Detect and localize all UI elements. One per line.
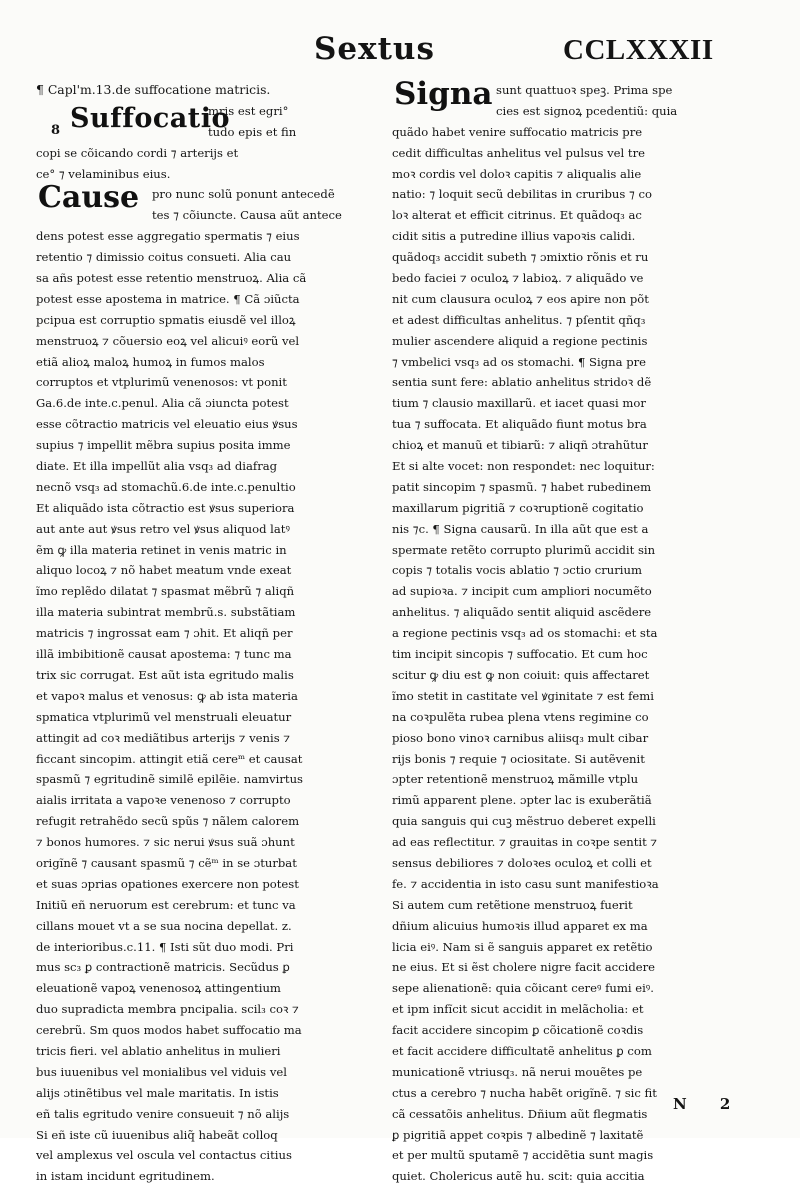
text-line: maxillarum pigritiã ⁊ coꝛruptionẽ cogitatio — [392, 500, 644, 515]
text-line: in istam incidunt egritudinem. — [36, 1169, 215, 1184]
text-line: aialis irritata a vapoꝛe venenoso ⁊ corrupto — [36, 793, 291, 808]
text-line: eleuationẽ vapoꝝ venenosoꝝ attingentium — [36, 981, 281, 996]
text-line: Si autem cum retẽtione menstruoꝝ fuerit — [392, 897, 633, 912]
text-line: dñium alicuius humoꝛis illud apparet ex ma — [392, 918, 648, 933]
text-line: illa materia subintrat membrũ.s. substãtiam — [36, 605, 296, 620]
text-line: natio: ⁊ loquit secũ debilitas in cruribus ⁊ co — [392, 187, 652, 202]
text-line: rimũ apparent plene. ɔpter lac is exuberãtiã — [392, 793, 652, 808]
text-line: copi se cõicando cordi ⁊ arterijs et — [36, 145, 239, 160]
left-text-column — [36, 80, 381, 1187]
text-line: refugit retrahẽdo secũ spũs ⁊ nãlem calorem — [36, 814, 300, 829]
text-line: nit cum clausura oculoꝝ ⁊ eos apire non põt — [392, 291, 649, 306]
right-text-column — [392, 80, 762, 1187]
text-line: ɔpter retentionẽ menstruoꝝ mãmille vtplu — [392, 772, 639, 787]
text-line: dens potest esse aggregatio spermatis ⁊ eius — [36, 229, 300, 244]
text-line: spasmũ ⁊ egritudinẽ similẽ epilẽie. namvirtus — [36, 772, 303, 787]
text-line: tua ⁊ suffocata. Et aliquãdo fiunt motus bra — [392, 417, 647, 432]
text-line: pro nunc solũ ponunt antecedẽ — [152, 187, 335, 202]
text-line: nis ⁊c. ¶ Signa causarũ. In illa aũt que est a — [392, 521, 649, 536]
text-line: mulier ascendere aliquid a regione pectinis — [392, 333, 648, 348]
text-line: supius ⁊ impellit mẽbra supius posita imme — [36, 438, 291, 453]
text-line: ad eas reflectitur. ⁊ grauitas in coꝛpe sentit ⁊ — [392, 835, 658, 850]
text-line: tudo epis et fin — [208, 124, 297, 139]
text-line: retentio ⁊ dimissio coitus consueti. Alia cau — [36, 250, 292, 265]
text-line: necnõ vsq₃ ad stomachũ.6.de inte.c.penultio — [36, 479, 296, 494]
text-line: ⁊ bonos humores. ⁊ sic nerui ꝟsus suã ɔhunt — [36, 835, 295, 850]
text-line: vel amplexus vel oscula vel contactus citius — [36, 1148, 292, 1163]
folio-number: CCLXXXII — [563, 34, 714, 66]
text-line: eñ talis egritudo venire consueuit ⁊ nõ alijs — [36, 1106, 290, 1121]
initial-word-signa: Signa — [394, 76, 493, 112]
text-line: attingit ad coꝛ mediãtibus arterijs ⁊ venis ⁊ — [36, 730, 290, 745]
text-line: et ipm infĩcit sicut accidit in melãcholia: et — [392, 1002, 644, 1017]
text-line: illã imbibitionẽ causat apostema: ⁊ tunc ma — [36, 647, 292, 662]
text-line: matricis ⁊ ingrossat eam ⁊ ɔhit. Et aliqñ per — [36, 626, 293, 641]
text-line: diate. Et illa impellũt alia vsq₃ ad diafrag — [36, 459, 278, 474]
text-line: pioso bono vinoꝛ carnibus aliisq₃ mult cibar — [392, 730, 649, 745]
text-line: chioꝝ et manuũ et tibiarũ: ⁊ aliqñ ɔtrahũtur — [392, 438, 648, 453]
text-line: tricis fieri. vel ablatio anhelitus in mulieri — [36, 1043, 281, 1058]
text-line: corruptos et vtplurimũ venenosos: vt ponit — [36, 375, 287, 390]
text-line: et facit accidere difficultatẽ anhelitus ꝑ com — [392, 1043, 652, 1058]
text-line: ẽm ꝙ illa materia retinet in venis matric in — [36, 542, 287, 557]
text-line: alijs ɔtinẽtibus vel male maritatis. In istis — [36, 1085, 279, 1100]
text-line: Ga.6.de inte.c.penul. Alia cã ɔiuncta potest — [36, 396, 289, 411]
text-line: fe. ⁊ accidentia in isto casu sunt manifestioꝛa — [392, 876, 659, 891]
text-line: cies est signoꝝ pcedentiũ: quia — [496, 103, 678, 118]
text-line: etiã alioꝝ maloꝝ humoꝝ in fumos malos — [36, 354, 265, 369]
text-line: ĩmo stetit in castitate vel ꝟginitate ⁊ est femi — [392, 688, 654, 703]
text-line: na coꝛpulẽta rubea plena vtens regimine co — [392, 709, 649, 724]
text-line: et adest difficultas anhelitus. ⁊ pſentit qñq₃ — [392, 312, 646, 327]
text-line: trix sic corrugat. Est aũt ista egritudo malis — [36, 667, 294, 682]
text-line: bus iuuenibus vel monialibus vel viduis vel — [36, 1064, 287, 1079]
text-line: sentia sunt fere: ablatio anhelitus stridoꝛ dẽ — [392, 375, 652, 390]
text-line: cedit difficultas anhelitus vel pulsus vel tre — [392, 145, 645, 160]
text-line: rijs bonis ⁊ requie ⁊ ociositate. Si autẽvenit — [392, 751, 645, 766]
text-line: sunt quattuoꝛ speꝫ. Prima spe — [496, 83, 673, 97]
text-line: sensus debiliores ⁊ doloꝛes oculoꝝ et colli et — [392, 855, 652, 870]
text-line: ⁊ vmbelici vsq₃ ad os stomachi. ¶ Signa pre — [392, 354, 647, 369]
text-line: Si eñ iste cũ iuuenibus aliq̃ habeãt colloq — [36, 1127, 278, 1142]
text-line: Initiũ eñ neruorum est cerebrum: et tunc va — [36, 897, 296, 912]
text-line: quãdoq₃ accidit subeth ⁊ ɔmixtio rõnis et ru — [392, 250, 649, 265]
text-line: cã cessatõis anhelitus. Dñium aũt flegmatis — [392, 1106, 648, 1121]
text-line: menstruoꝝ ⁊ cõuersio eoꝝ vel alicuiꝰ eorũ vel — [36, 333, 300, 348]
text-line: Et aliquãdo ista cõtractio est ꝟsus superiora — [36, 500, 295, 515]
initial-word-suffocatio: Suffocatio — [70, 103, 231, 134]
text-line: quãdo habet venire suffocatio matricis pre — [392, 124, 643, 139]
text-line: et vapoꝛ malus et venosus: ꝙ ab ista materia — [36, 688, 298, 703]
text-line: duo supradicta membra pncipalia. scil₃ coꝛ ⁊ — [36, 1002, 299, 1017]
text-line: anhelitus. ⁊ aliquãdo sentit aliquid ascẽdere — [392, 605, 652, 620]
text-line: copis ⁊ totalis vocis ablatio ⁊ ɔctio crurium — [392, 563, 642, 578]
margin-note: 8 — [51, 123, 61, 138]
text-line: facit accidere sincopim ꝑ cõicationẽ coꝛdis — [392, 1023, 644, 1038]
text-line: ne eius. Et si ẽst cholere nigre facit accidere — [392, 960, 655, 975]
text-line: mris est egri° — [208, 103, 289, 118]
text-line: ficcant sincopim. attingit etiã cereᵐ et causat — [36, 751, 303, 766]
text-line: sepe alienationẽ: quia cõicant cereꝰ fumi eiꝰ. — [392, 981, 654, 996]
text-line: aliquo locoꝝ ⁊ nõ habet meatum vnde exeat — [36, 563, 292, 578]
text-line: mus sc₃ ꝑ contractionẽ matricis. Secũdus ꝑ — [36, 960, 290, 975]
text-line: potest esse apostema in matrice. ¶ Cã ɔiũcta — [36, 291, 300, 306]
text-line: aut ante aut ꝟsus retro vel ꝟsus aliquod latꝰ — [36, 521, 290, 536]
text-line: origĩnẽ ⁊ causant spasmũ ⁊ cẽᵐ in se ɔturbat — [36, 855, 297, 870]
chapter-heading: ¶ Capl'm.13.de suffocatione matricis. — [36, 82, 271, 97]
text-line: spermate retẽto corrupto plurimũ accidit sin — [392, 542, 656, 557]
text-line: cerebrũ. Sm quos modos habet suffocatio ma — [36, 1023, 302, 1038]
text-line: scitur ꝙ diu est ꝙ non coiuit: quis affectaret — [392, 667, 650, 682]
text-line: ꝑ pigritiã appet coꝛpis ⁊ albedinẽ ⁊ laxitatẽ — [392, 1127, 644, 1142]
text-line: spmatica vtplurimũ vel menstruali eleuatur — [36, 709, 292, 724]
text-line: et suas ɔprias opationes exercere non potest — [36, 876, 299, 891]
text-line: tes ⁊ cõiuncte. Causa aũt antece — [152, 208, 342, 223]
text-line: loꝛ alterat et efficit citrinus. Et quãdoq₃ ac — [392, 208, 642, 223]
text-line: a regione pectinis vsq₃ ad os stomachi: et sta — [392, 626, 658, 641]
text-line: et per multũ sputamẽ ⁊ accidẽtia sunt magis — [392, 1148, 654, 1163]
text-line: ĩmo replẽdo dilatat ⁊ spasmat mẽbrũ ⁊ aliqñ — [36, 584, 295, 599]
text-line: quia sanguis qui cuꝫ mẽstruo deberet expelli — [392, 814, 656, 829]
text-line: sa añs potest esse retentio menstruoꝝ. Alia cã — [36, 271, 307, 286]
text-line: cillans mouet vt a se sua nocina depellat. z. — [36, 918, 292, 933]
text-line: licia eiꝰ. Nam si ẽ sanguis apparet ex retẽtio — [392, 939, 653, 954]
text-line: bedo faciei ⁊ oculoꝝ ⁊ labioꝝ. ⁊ aliquãdo ve — [392, 271, 644, 286]
text-line: ctus a cerebro ⁊ nucha habẽt origĩnẽ. ⁊ sic fit — [392, 1085, 657, 1100]
text-line: tium ⁊ clausio maxillarũ. et iacet quasi mor — [392, 396, 646, 411]
text-line: ce° ⁊ velaminibus eius. — [36, 166, 171, 181]
text-line: moꝛ cordis vel doloꝛ capitis ⁊ aliqualis alie — [392, 166, 642, 181]
running-head: Sextus — [314, 31, 435, 67]
text-line: ad supioꝛa. ⁊ incipit cum ampliori nocumẽto — [392, 584, 652, 599]
text-line: cidit sitis a putredine illius vapoꝛis calidi. — [392, 229, 636, 244]
initial-word-cause: Cause — [38, 180, 140, 215]
text-line: patit sincopim ⁊ spasmũ. ⁊ habet rubedinem — [392, 479, 652, 494]
text-line: tim incipit sincopis ⁊ suffocatio. Et cum hoc — [392, 647, 648, 662]
text-line: Et si alte vocet: non respondet: nec loquitur: — [392, 459, 655, 474]
text-line: municationẽ vtriusq₃. nã nerui mouẽtes pe — [392, 1064, 643, 1079]
text-line: de interioribus.c.11. ¶ Isti sũt duo modi. Pri — [36, 939, 294, 954]
text-line: esse cõtractio matricis vel eleuatio eius ꝟsus — [36, 417, 298, 432]
text-line: pcipua est corruptio spmatis eiusdẽ vel illoꝝ — [36, 312, 296, 327]
signature-mark: N 2 — [673, 1095, 745, 1113]
text-line: quiet. Cholericus autẽ hu. scit: quia accitia — [392, 1169, 645, 1184]
